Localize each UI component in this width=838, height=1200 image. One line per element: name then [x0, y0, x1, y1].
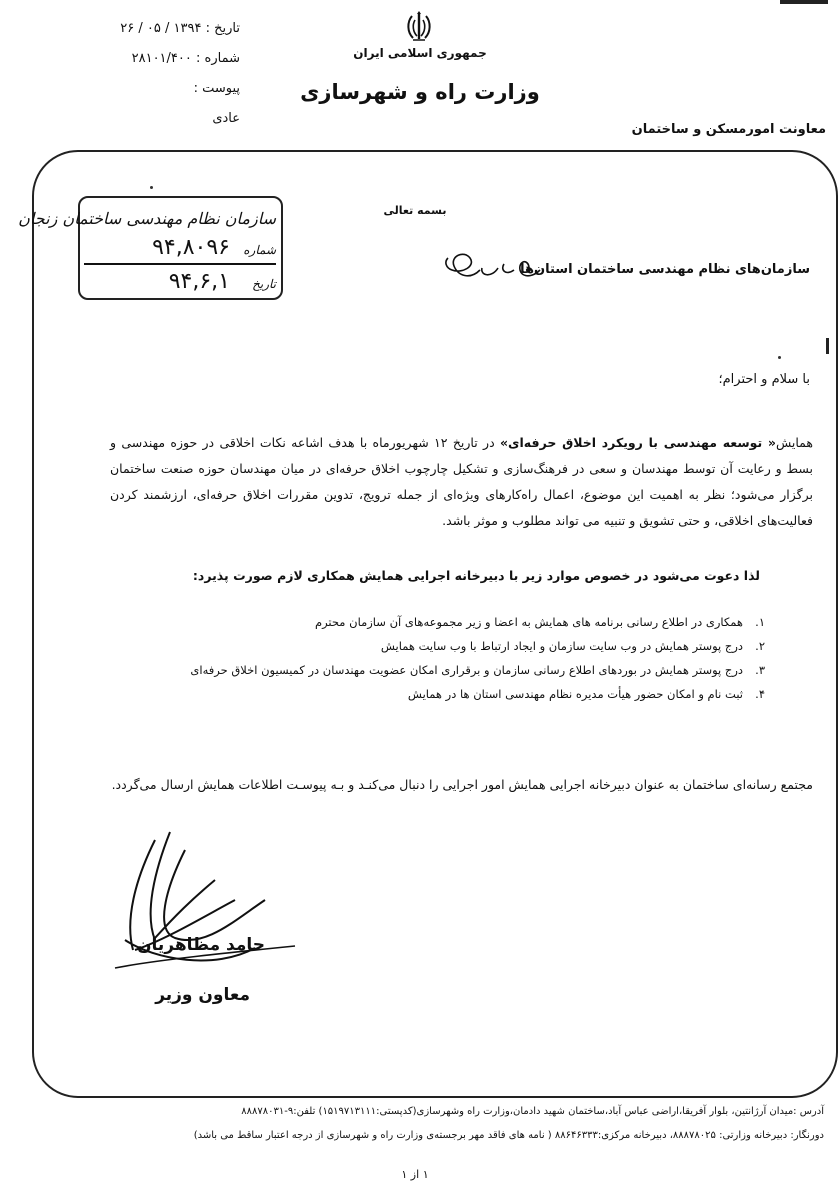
list-item-text: درج پوستر همایش در وب سایت سازمان و ایجاد ارتباط با وب سایت همایش	[380, 639, 743, 653]
invitation: لذا دعوت می‌شود در خصوص موارد زیر با دبیرخانه اجرایی همایش همکاری لازم صورت پذیرد:	[192, 568, 760, 583]
signature-icon	[95, 820, 315, 1000]
letter-metadata	[70, 14, 240, 134]
signer-title: معاون وزیر	[155, 985, 250, 1005]
request-list	[120, 610, 765, 706]
attachment-row	[70, 74, 240, 104]
scan-edge-mark	[780, 0, 828, 4]
event-title: « توسعه مهندسی با رویکرد اخلاق حرفه‌ای»	[499, 435, 776, 450]
list-item	[120, 658, 765, 682]
footer-address: آدرس :میدان آرژانتین، بلوار آفریقا،اراضی عباس آباد،ساختمان شهید دادمان،وزارت راه وشهرسازی(کدپستی:۱۵۱۹۷۱۳۱۱۱) تلفن:۹-۸۸۸۷۸۰۳۱	[241, 1106, 824, 1117]
recipient	[330, 262, 810, 277]
number-value: ۲۸۱۰۱/۴۰۰	[131, 51, 192, 66]
page-number: ۱ از ۱	[401, 1168, 429, 1181]
stamp-handwriting	[18, 198, 281, 298]
stamp-org: سازمان نظام مهندسی ساختمان زنجان	[18, 209, 276, 228]
list-item-text: همکاری در اطلاع رسانی برنامه های همایش به اعضا و زیر مجموعه‌های آن سازمان محترم	[314, 615, 743, 629]
list-item-number: ۱.	[755, 615, 765, 629]
attachment-label: پیوست :	[193, 81, 240, 96]
deputy-office: معاونت امورمسکن و ساختمان	[631, 122, 826, 137]
closing-paragraph: مجتمع رسانه‌ای ساختمان به عنوان دبیرخانه اجرایی همایش امور اجرایی را دنبال می‌کنـد و بـه پیوسـت اطلاعات همایش ارسال می‌گردد.	[111, 777, 813, 792]
list-item-number: ۳.	[755, 663, 765, 677]
signer-name: حامد مظاهریان	[136, 935, 265, 955]
letter-body	[110, 430, 813, 534]
date-value: ۱۳۹۴ / ۰۵ / ۲۶	[120, 21, 202, 36]
received-stamp	[18, 196, 283, 300]
salutation: با سلام و احترام؛	[718, 372, 810, 387]
scan-edge-mark	[826, 338, 829, 354]
stamp-date-label: تاریخ	[252, 277, 276, 291]
mark-dot	[778, 356, 781, 359]
list-item-number: ۴.	[755, 687, 765, 701]
list-item-text: ثبت نام و امکان حضور هیأت مدیره نظام مهندسی استان ها در همایش	[407, 687, 743, 701]
country-name: جمهوری اسلامی ایران	[353, 46, 487, 60]
number-label: شماره :	[196, 51, 240, 66]
ministry-name: وزارت راه و شهرسازی	[300, 80, 540, 104]
stamp-date-value: ۹۴,۶,۱	[168, 269, 230, 294]
list-item	[120, 634, 765, 658]
list-item	[120, 682, 765, 706]
stamp-number-value: ۹۴,۸۰۹۶	[152, 235, 230, 260]
classification: عادی	[212, 111, 240, 126]
iran-emblem-icon	[404, 10, 434, 44]
list-item-text: درج پوستر همایش در بوردهای اطلاع رسانی سازمان و برقراری امکان عضویت مهندسان در کمیسیون اخلاق حرفه‌ای	[190, 663, 743, 677]
recipient-name: سازمان‌های نظام مهندسی ساختمان استان‌ها	[520, 262, 810, 277]
bismillah: بسمه تعالی	[383, 204, 447, 217]
date-row	[70, 14, 240, 44]
date-label: تاریخ :	[205, 21, 240, 36]
number-row	[70, 44, 240, 74]
stamp-number-label: شماره	[243, 243, 276, 257]
list-item	[120, 610, 765, 634]
mark-dot	[150, 186, 153, 189]
footer-fax: دورنگار: دبیرخانه وزارتی: ۸۸۸۷۸۰۲۵، دبیرخانه مرکزی:۸۸۶۴۶۳۳۳ ( نامه های فاقد مهر برجسته‌ی وزارت راه و شهرسازی از درجه اعتبار ساقط می باشد)	[193, 1130, 824, 1141]
body-text: در تاریخ ۱۲ شهریورماه با هدف اشاعه نکات اخلاقی در حوزه مهندسی و بسط و رعایت آن توسط مهندسان و سعی در فرهنگ‌سازی و تشکیل چارچوب اخلاق حرفه‌ای در میان مهندسان حوزه صنعت ساختمان برگزار می‌شود؛ نظر به اهمیت این موضوع، اعمال راه‌کارهای ویژه‌ای از جمله ترویج، تدوین مقررات اخلاق حرفه‌ای، ارزشمند کردن فعالیت‌های اخلاقی، و حتی تشویق و تنبیه می تواند مطلوب و موثر باشد.	[110, 435, 813, 528]
body-intro: همایش	[775, 435, 813, 450]
list-item-number: ۲.	[755, 639, 765, 653]
